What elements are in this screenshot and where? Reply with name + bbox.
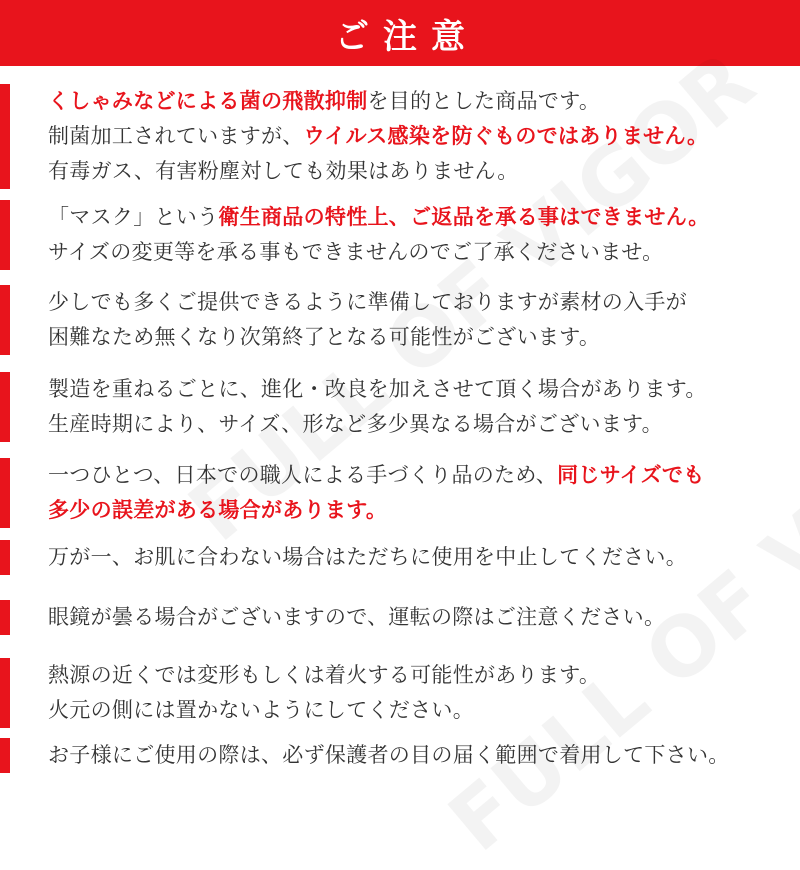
notice-line (48, 235, 800, 270)
notice-item (0, 658, 800, 728)
notice-text: 火元の側には置かないようにしてください。 (48, 698, 474, 722)
notice-line (48, 493, 800, 528)
highlighted-text: 衛生商品の特性上、ご返品を承る事はできません。 (218, 205, 710, 229)
notice-line (48, 320, 800, 355)
notice-line (48, 600, 800, 635)
notice-line (48, 84, 800, 119)
notice-line (48, 540, 800, 575)
notice-text: 製造を重ねるごとに、進化・改良を加えさせて頂く場合があります。 (48, 377, 707, 401)
notice-text: 困難なため無くなり次第終了となる可能性がございます。 (48, 325, 601, 349)
highlighted-text: 多少の誤差がある場合があります。 (48, 498, 388, 522)
highlighted-text: ウイルス感染を防ぐものではありません。 (303, 124, 709, 148)
notice-line (48, 119, 800, 154)
notice-item (0, 372, 800, 442)
notice-text: 熱源の近くでは変形もしくは着火する可能性があります。 (48, 663, 601, 687)
notice-line (48, 372, 800, 407)
notice-text: 一つひとつ、日本での職人による手づくり品のため、 (48, 463, 558, 487)
notice-line (48, 154, 800, 189)
notice-item (0, 540, 800, 575)
notice-line (48, 658, 800, 693)
notice-item (0, 458, 800, 528)
notice-text: 制菌加工されていますが、 (48, 124, 304, 148)
notice-text: を目的とした商品です。 (367, 89, 601, 113)
notice-item (0, 600, 800, 635)
notice-text: 有毒ガス、有害粉塵対しても効果はありません。 (48, 159, 519, 183)
notice-text: 万が一、お肌に合わない場合はただちに使用を中止してください。 (48, 545, 687, 569)
notice-text: お子様にご使用の際は、必ず保護者の目の届く範囲で着用して下さい。 (48, 743, 730, 767)
notice-text: 眼鏡が曇る場合がございますので、運転の際はご注意ください。 (48, 605, 666, 629)
notice-text: 少しでも多くご提供できるように準備しておりますが素材の入手が (48, 290, 687, 314)
header-banner (0, 0, 800, 66)
notice-text: 「マスク」という (48, 205, 219, 229)
notice-item (0, 84, 800, 189)
page-title: ご注意 (335, 16, 479, 57)
highlighted-text: くしゃみなどによる菌の飛散抑制 (48, 89, 368, 113)
notice-line (48, 458, 800, 493)
notice-item (0, 738, 800, 773)
notice-line (48, 738, 800, 773)
notice-line (48, 693, 800, 728)
highlighted-text: 同じサイズでも (557, 463, 705, 487)
notice-line (48, 200, 800, 235)
notice-item (0, 200, 800, 270)
notice-line (48, 407, 800, 442)
notice-item (0, 285, 800, 355)
notice-line (48, 285, 800, 320)
notice-text: 生産時期により、サイズ、形など多少異なる場合がございます。 (48, 412, 663, 436)
notice-text: サイズの変更等を承る事もできませんのでご了承くださいませ。 (48, 240, 664, 264)
